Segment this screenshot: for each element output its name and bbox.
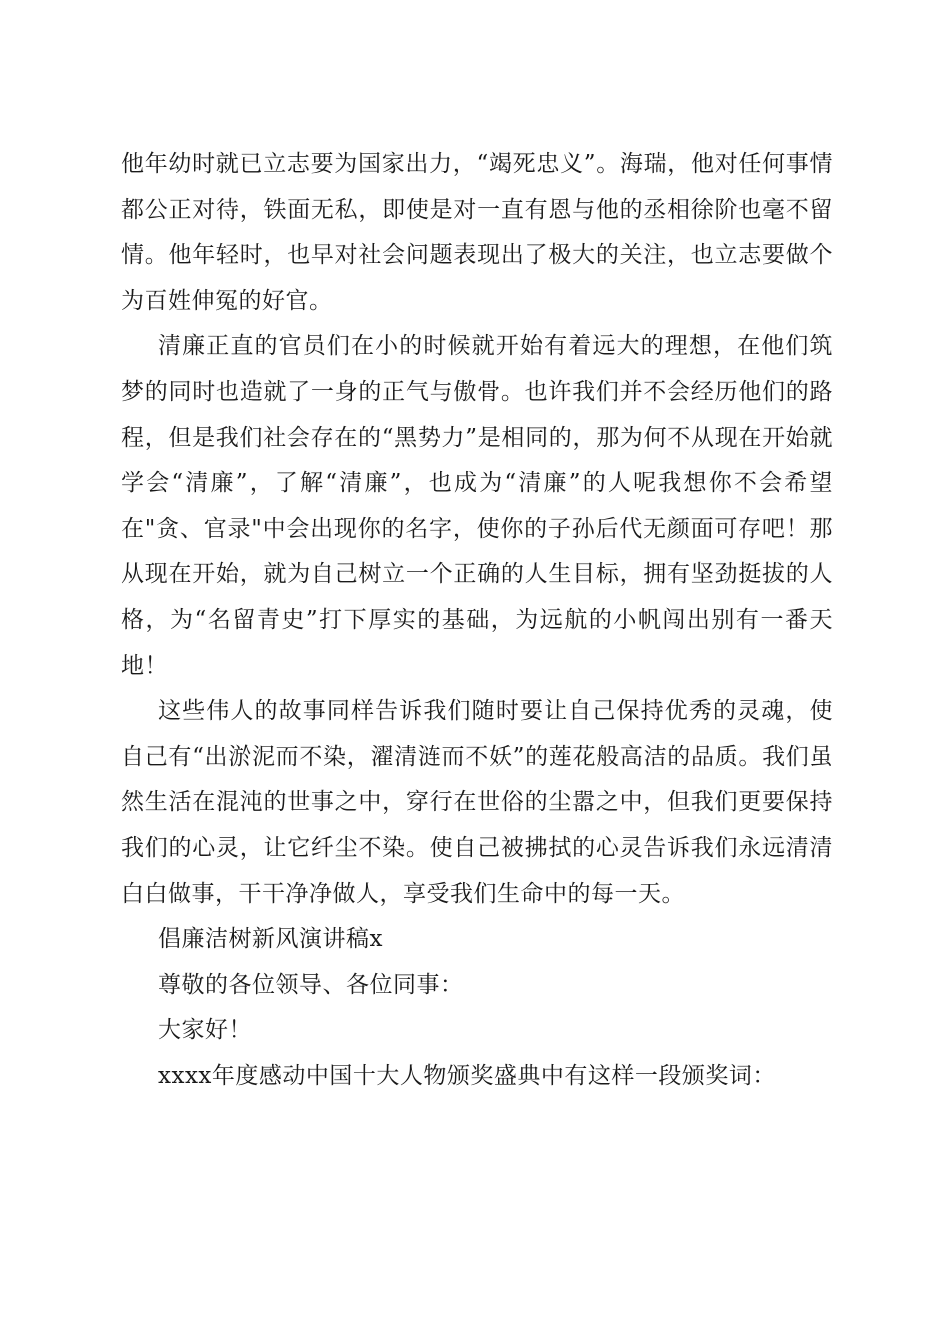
paragraph-award-intro: xxxx年度感动中国十大人物颁奖盛典中有这样一段颁奖词： — [158, 1062, 776, 1089]
salutation: 尊敬的各位领导、各位同事： — [158, 971, 464, 998]
paragraph-great-people: 这些伟人的故事同样告诉我们随时要让自己保持优秀的灵魂，使自己有“出淤泥而不染，濯清涟而不妖”的莲花般高洁的品质。我们虽然生活在混沌的世事之中，穿行在世俗的尘嚣之中，但我们更要保持我们的心灵，让它纤尘不染。使自己被拂拭的心灵告诉我们永远清清白白做事，干干净净做人，享受我们生命中的每一天。 — [121, 698, 833, 907]
document-body — [121, 142, 833, 1099]
paragraph-continuation: 他年幼时就已立志要为国家出力，“竭死忠义”。海瑞，他对任何事情都公正对待，铁面无私，即使是对一直有恩与他的丞相徐阶也毫不留情。他年轻时，也早对社会问题表现出了极大的关注，也立志要做个为百姓伸冤的好官。 — [121, 151, 833, 314]
greeting: 大家好！ — [158, 1017, 252, 1044]
speech-title: 倡廉洁树新风演讲稿x — [158, 926, 383, 953]
paragraph-upright-officials: 清廉正直的官员们在小的时候就开始有着远大的理想，在他们筑梦的同时也造就了一身的正气与傲骨。也许我们并不会经历他们的路程，但是我们社会存在的“黑势力”是相同的，那为何不从现在开始就学会“清廉”，了解“清廉”，也成为“清廉”的人呢我想你不会希望在"贪、官录"中会出现你的名字，使你的子孙后代无颜面可存吧！那从现在开始，就为自己树立一个正确的人生目标，拥有坚劲挺拔的人格，为“名留青史”打下厚实的基础，为远航的小帆闯出别有一番天地！ — [121, 333, 833, 679]
